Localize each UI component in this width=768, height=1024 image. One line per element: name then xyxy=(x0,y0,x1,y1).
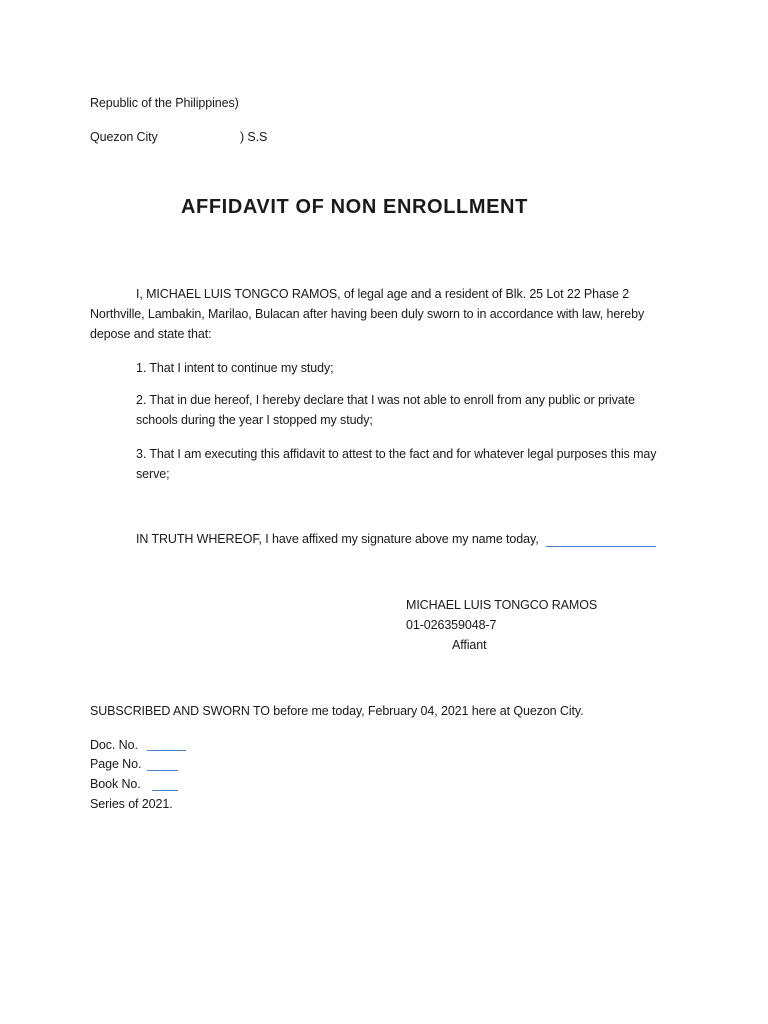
intro-line-2: Northville, Lambakin, Marilao, Bulacan after having been duly sworn to in accordance with law, hereby xyxy=(90,307,645,321)
statement-item-2-line-2: schools during the year I stopped my study; xyxy=(136,413,373,427)
intro-line-3: depose and state that: xyxy=(90,327,212,341)
doc-no-blank xyxy=(147,738,186,751)
document-title: AFFIDAVIT OF NON ENROLLMENT xyxy=(181,196,528,218)
city-label: Quezon City xyxy=(90,130,158,144)
jurisdiction-line: Republic of the Philippines) xyxy=(90,96,239,110)
book-no-label: Book No. xyxy=(90,777,141,791)
subscribed-statement: SUBSCRIBED AND SWORN TO before me today, February 04, 2021 here at Quezon City. xyxy=(90,704,584,718)
page-no-label: Page No. xyxy=(90,757,142,771)
book-no-blank xyxy=(152,778,178,791)
statement-item-1: 1. That I intent to continue my study; xyxy=(136,361,334,375)
affiant-name: MICHAEL LUIS TONGCO RAMOS xyxy=(406,598,598,612)
statement-item-3-line-1: 3. That I am executing this affidavit to attest to the fact and for whatever legal purposes this may xyxy=(136,447,657,461)
statement-item-3-line-2: serve; xyxy=(136,467,170,481)
intro-line-1: I, MICHAEL LUIS TONGCO RAMOS, of legal age and a resident of Blk. 25 Lot 22 Phase 2 xyxy=(136,287,630,301)
affiant-role: Affiant xyxy=(452,638,487,652)
statement-item-2-line-1: 2. That in due hereof, I hereby declare that I was not able to enroll from any public or private xyxy=(136,393,635,407)
series-label: Series of 2021. xyxy=(90,797,173,811)
affiant-id-number: 01-026359048-7 xyxy=(406,618,497,632)
doc-no-label: Doc. No. xyxy=(90,738,138,752)
truth-statement: IN TRUTH WHEREOF, I have affixed my signature above my name today, xyxy=(136,532,539,546)
date-blank-line xyxy=(546,534,656,547)
page-no-blank xyxy=(147,758,178,771)
ss-label: ) S.S xyxy=(240,130,268,144)
